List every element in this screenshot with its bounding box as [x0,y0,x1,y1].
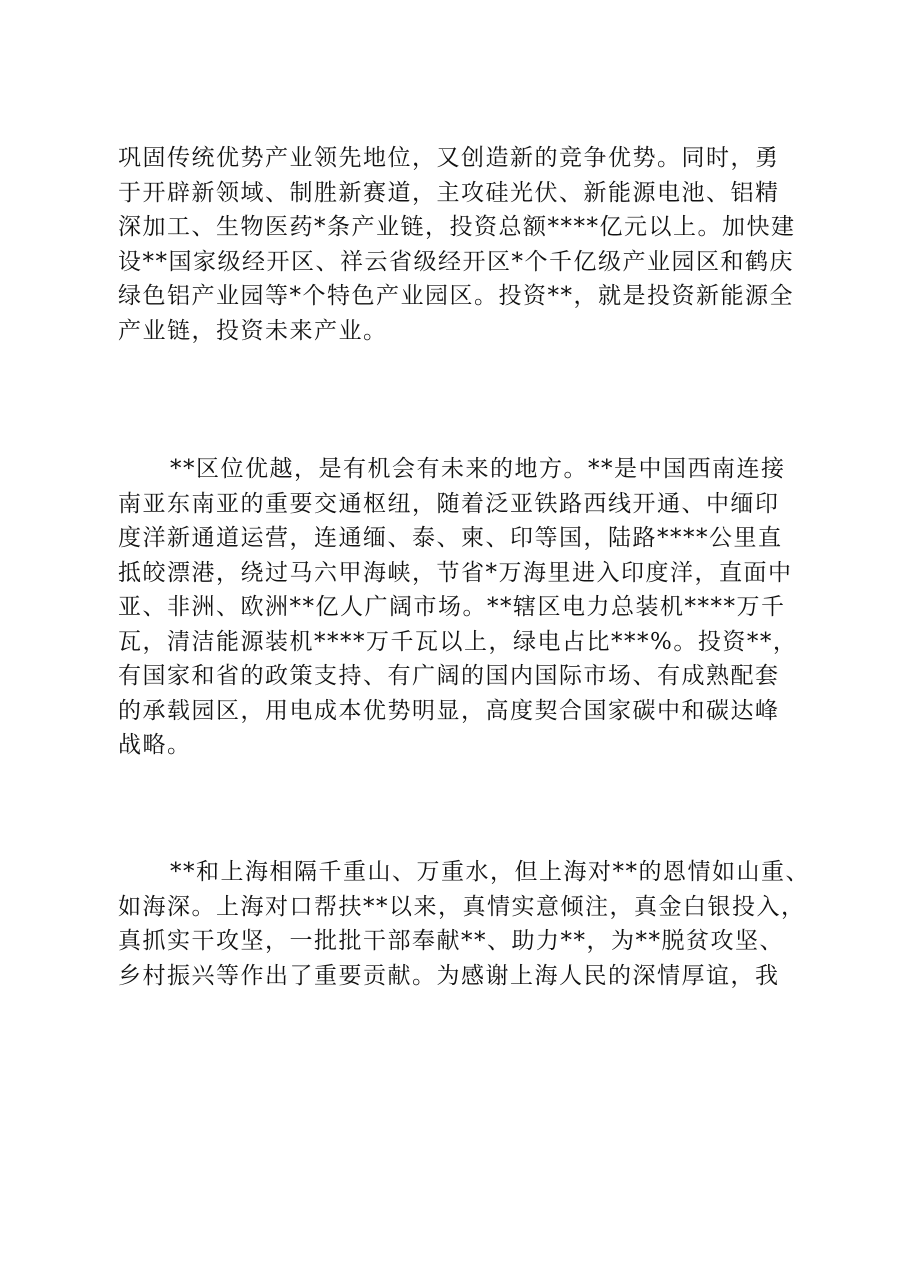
paragraph-line: 战略。 [118,732,192,758]
paragraph-line: 有国家和省的政策支持、有广阔的国内国际市场、有成熟配套 [118,663,780,689]
paragraph-line: 深加工、生物医药*条产业链，投资总额****亿元以上。加快建 [118,214,796,240]
paragraph-line: 绿色铝产业园等*个特色产业园区。投资**，就是投资新能源全 [118,283,794,309]
paragraph-line: **和上海相隔千重山、万重水，但上海对**的恩情如山重、 [170,859,810,885]
paragraph-line: 的承载园区，用电成本优势明显，高度契合国家碳中和碳达峰 [118,697,780,724]
paragraph-3 [118,855,818,993]
paragraph-line: 抵皎漂港，绕过马六甲海峡，节省*万海里进入印度洋，直面中 [118,559,793,586]
paragraph-line: **区位优越，是有机会有未来的地方。**是中国西南连接 [170,456,786,482]
paragraph-line: 如海深。上海对口帮扶**以来，真情实意倾注，真金白银投入， [118,893,806,920]
paragraph-line: 亚、非洲、欧洲**亿人广阔市场。**辖区电力总装机****万千 [118,594,786,620]
paragraph-line: 南亚东南亚的重要交通枢纽，随着泛亚铁路西线开通、中缅印 [118,490,780,517]
paragraph-line: 设**国家级经开区、祥云省级经开区*个千亿级产业园区和鹤庆 [118,248,794,275]
paragraph-line: 巩固传统优势产业领先地位，又创造新的竞争优势。同时，勇 [118,145,780,171]
paragraph-line: 产业链，投资未来产业。 [118,317,388,344]
paragraph-2 [118,452,818,763]
paragraph-1 [118,141,818,348]
paragraph-line: 瓦，清洁能源装机****万千瓦以上，绿电占比***%。投资**， [118,628,798,655]
paragraph-line: 真抓实干攻坚，一批批干部奉献**、助力**，为**脱贫攻坚、 [118,928,784,954]
paragraph-line: 于开辟新领域、制胜新赛道，主攻硅光伏、新能源电池、铝精 [118,179,780,206]
paragraph-line: 度洋新通道运营，连通缅、泰、柬、印等国，陆路****公里直 [118,525,783,551]
paragraph-line: 乡村振兴等作出了重要贡献。为感谢上海人民的深情厚谊，我 [118,962,780,989]
